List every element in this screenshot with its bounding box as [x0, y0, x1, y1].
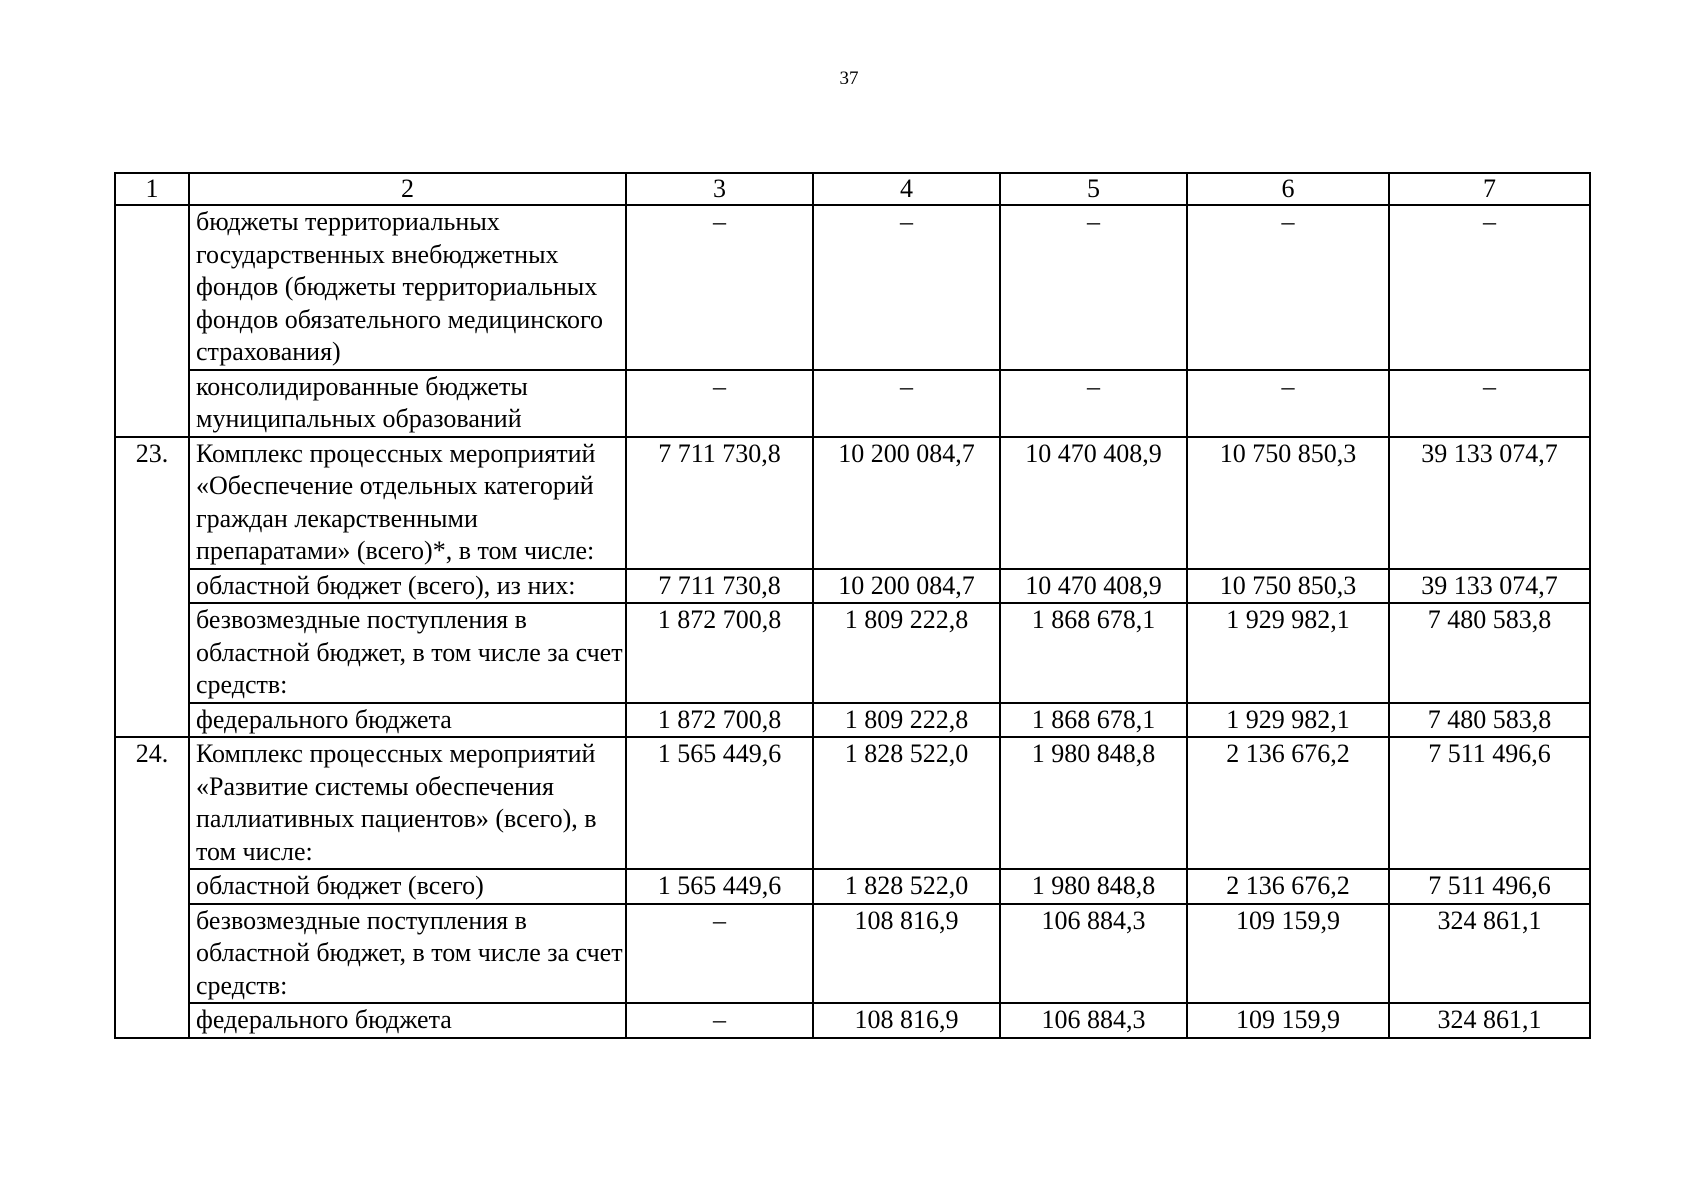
value-cell: – [626, 904, 813, 1004]
value-cell: 39 133 074,7 [1389, 569, 1590, 604]
value-cell: – [626, 370, 813, 437]
value-cell: 108 816,9 [813, 1003, 1000, 1038]
value-cell: 106 884,3 [1000, 904, 1187, 1004]
value-cell: 1 929 982,1 [1187, 703, 1389, 738]
table-row [115, 1003, 1590, 1038]
row-description: областной бюджет (всего) [189, 869, 626, 904]
value-cell: 1 809 222,8 [813, 703, 1000, 738]
table-row [115, 437, 1590, 569]
value-cell: 2 136 676,2 [1187, 737, 1389, 869]
table-row [115, 603, 1590, 703]
column-header: 1 [115, 173, 189, 205]
row-description: областной бюджет (всего), из них: [189, 569, 626, 604]
value-cell: 1 872 700,8 [626, 703, 813, 738]
row-description: безвозмездные поступления в областной бюджет, в том числе за счет средств: [189, 603, 626, 703]
value-cell: 7 711 730,8 [626, 569, 813, 604]
value-cell: 7 511 496,6 [1389, 869, 1590, 904]
row-description: Комплекс процессных мероприятий «Обеспечение отдельных категорий граждан лекарственными препаратами» (всего)*, в том числе: [189, 437, 626, 569]
value-cell: 109 159,9 [1187, 904, 1389, 1004]
value-cell: 7 511 496,6 [1389, 737, 1590, 869]
value-cell: 1 872 700,8 [626, 603, 813, 703]
page-number: 37 [839, 68, 859, 89]
table-row [115, 205, 1590, 370]
value-cell: 108 816,9 [813, 904, 1000, 1004]
value-cell: – [1187, 205, 1389, 370]
value-cell: 10 200 084,7 [813, 569, 1000, 604]
row-number-cell [115, 205, 189, 437]
value-cell: 1 565 449,6 [626, 869, 813, 904]
value-cell: 1 828 522,0 [813, 869, 1000, 904]
table-row [115, 569, 1590, 604]
column-header: 3 [626, 173, 813, 205]
value-cell: 1 828 522,0 [813, 737, 1000, 869]
value-cell: 1 868 678,1 [1000, 603, 1187, 703]
table-row [115, 370, 1590, 437]
value-cell: 1 868 678,1 [1000, 703, 1187, 738]
value-cell: 1 980 848,8 [1000, 737, 1187, 869]
value-cell: – [1000, 205, 1187, 370]
column-header: 4 [813, 173, 1000, 205]
value-cell: – [813, 205, 1000, 370]
value-cell: – [1000, 370, 1187, 437]
value-cell: 39 133 074,7 [1389, 437, 1590, 569]
value-cell: 324 861,1 [1389, 904, 1590, 1004]
table-header-row [115, 173, 1590, 205]
column-header: 6 [1187, 173, 1389, 205]
row-description: безвозмездные поступления в областной бюджет, в том числе за счет средств: [189, 904, 626, 1004]
value-cell: 1 929 982,1 [1187, 603, 1389, 703]
table-row [115, 904, 1590, 1004]
value-cell: 10 470 408,9 [1000, 569, 1187, 604]
column-header: 5 [1000, 173, 1187, 205]
table-row [115, 703, 1590, 738]
value-cell: – [626, 205, 813, 370]
value-cell: 10 470 408,9 [1000, 437, 1187, 569]
value-cell: 10 200 084,7 [813, 437, 1000, 569]
value-cell: 10 750 850,3 [1187, 569, 1389, 604]
table-row [115, 737, 1590, 869]
value-cell: 109 159,9 [1187, 1003, 1389, 1038]
value-cell: 1 809 222,8 [813, 603, 1000, 703]
row-description: бюджеты территориальных государственных внебюджетных фондов (бюджеты территориальных фондов обязательного медицинского страхования) [189, 205, 626, 370]
value-cell: 1 565 449,6 [626, 737, 813, 869]
value-cell: 324 861,1 [1389, 1003, 1590, 1038]
value-cell: 7 480 583,8 [1389, 603, 1590, 703]
row-description: федерального бюджета [189, 703, 626, 738]
value-cell: 106 884,3 [1000, 1003, 1187, 1038]
value-cell: – [626, 1003, 813, 1038]
column-header: 7 [1389, 173, 1590, 205]
row-number-cell: 24. [115, 737, 189, 1038]
row-description: консолидированные бюджеты муниципальных образований [189, 370, 626, 437]
value-cell: – [1389, 370, 1590, 437]
value-cell: 7 480 583,8 [1389, 703, 1590, 738]
row-description: Комплекс процессных мероприятий «Развитие системы обеспечения паллиативных пациентов» (всего), в том числе: [189, 737, 626, 869]
row-number-cell: 23. [115, 437, 189, 738]
value-cell: 2 136 676,2 [1187, 869, 1389, 904]
value-cell: – [1187, 370, 1389, 437]
value-cell: 7 711 730,8 [626, 437, 813, 569]
table-row [115, 869, 1590, 904]
value-cell: – [813, 370, 1000, 437]
value-cell: – [1389, 205, 1590, 370]
row-description: федерального бюджета [189, 1003, 626, 1038]
value-cell: 10 750 850,3 [1187, 437, 1389, 569]
value-cell: 1 980 848,8 [1000, 869, 1187, 904]
budget-table [114, 172, 1591, 1039]
column-header: 2 [189, 173, 626, 205]
